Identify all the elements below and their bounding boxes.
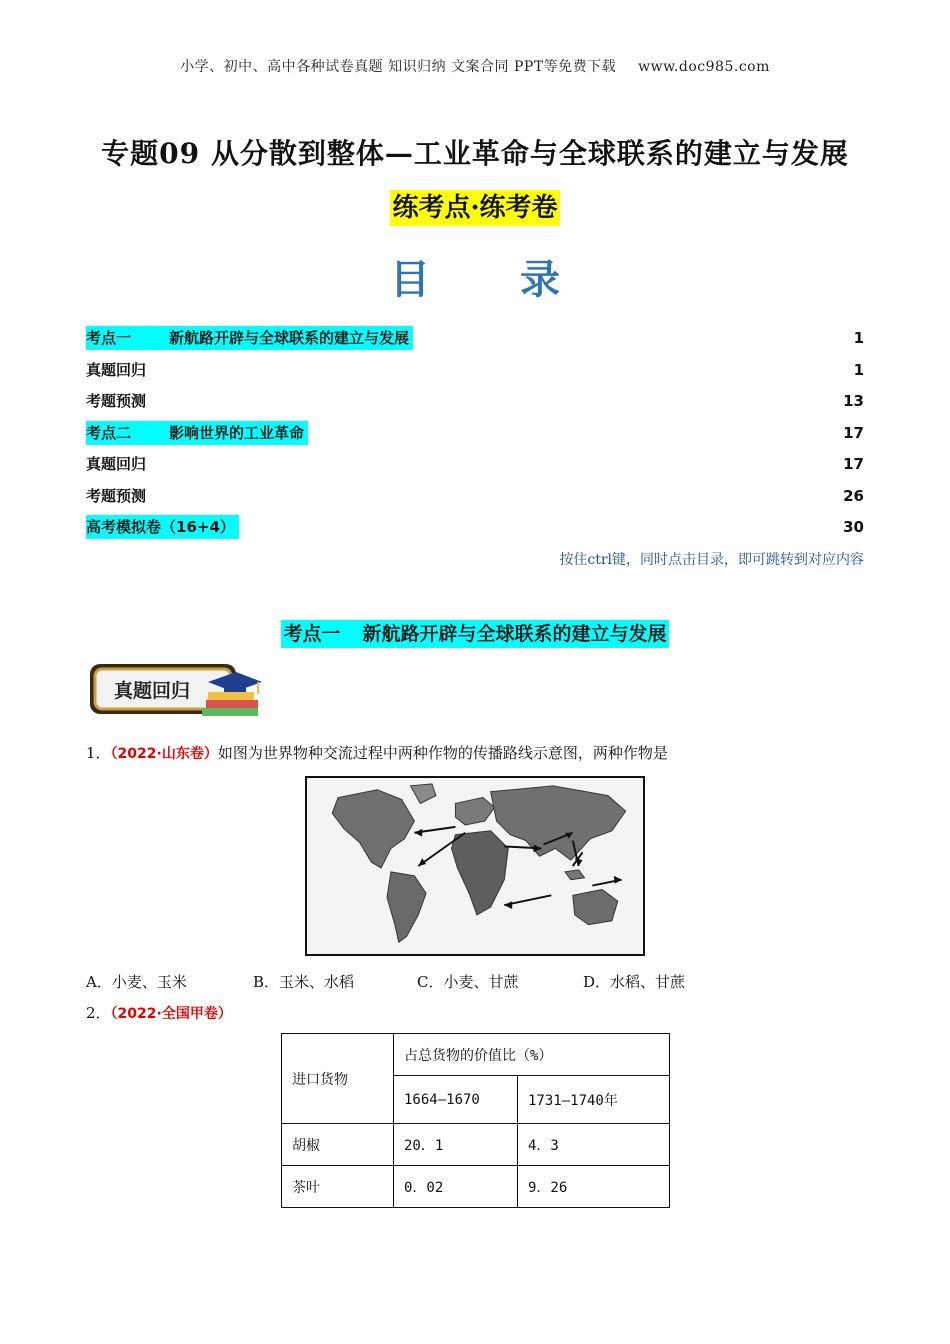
toc-entry-page: 17 (843, 455, 864, 473)
section-heading: 考点一 新航路开辟与全球联系的建立与发展 (281, 620, 668, 648)
import-goods-table (281, 1033, 670, 1208)
table-group-header: 占总货物的价值比（%） (394, 1034, 670, 1076)
toc-entry-label: 考点一 新航路开辟与全球联系的建立与发展 (86, 326, 413, 350)
toc-entry-yuce-1[interactable] (86, 389, 864, 421)
table-row (282, 1166, 670, 1208)
toc-entry-label: 考题预测 (86, 486, 147, 505)
option-c[interactable]: C．小麦、甘蔗 (417, 973, 519, 991)
table-of-contents (86, 326, 864, 547)
toc-entry-zhenti-1[interactable] (86, 358, 864, 390)
table-cell: 9．26 (518, 1166, 670, 1208)
toc-entry-page: 26 (843, 486, 864, 505)
toc-entry-page: 17 (843, 423, 864, 442)
toc-entry-label: 考点二 影响世界的工业革命 (86, 421, 308, 445)
table-period-1: 1664—1670 (394, 1076, 518, 1124)
table-cell: 茶叶 (282, 1166, 394, 1208)
toc-entry-kaodian-2[interactable] (86, 421, 864, 453)
toc-heading: 目 录 (390, 256, 598, 303)
toc-entry-page: 13 (843, 392, 864, 410)
site-banner (0, 56, 950, 76)
table-cell: 胡椒 (282, 1124, 394, 1166)
badge-label: 真题回归 (113, 680, 191, 702)
table-period-2: 1731—1740年 (518, 1076, 670, 1124)
toc-entry-label: 真题回归 (86, 455, 147, 473)
toc-entry-kaodian-1[interactable] (86, 326, 864, 358)
option-a[interactable]: A．小麦、玉米 (86, 973, 187, 991)
banner-text: 小学、初中、高中各种试卷真题 知识归纳 文案合同 PPT等免费下载 (180, 59, 617, 75)
toc-entry-zhenti-2[interactable] (86, 452, 864, 484)
toc-hint: 按住ctrl键，同时点击目录，即可跳转到对应内容 (559, 552, 864, 568)
question-source: （2022·山东卷） (110, 746, 218, 762)
zhenti-badge-icon (88, 660, 263, 722)
table-cell: 4．3 (518, 1124, 670, 1166)
banner-url[interactable]: www.doc985.com (638, 59, 770, 75)
table-row (282, 1124, 670, 1166)
toc-entry-label: 高考模拟卷（16+4） (86, 515, 239, 539)
question-1: 1．（2022·山东卷）如图为世界物种交流过程中两种作物的传播路线示意图，两种作物是 (86, 744, 668, 762)
toc-entry-yuce-2[interactable] (86, 484, 864, 516)
toc-entry-page: 30 (843, 518, 864, 536)
toc-entry-label: 考题预测 (86, 392, 147, 410)
question-2: 2．（2022·全国甲卷） (86, 1004, 232, 1022)
document-subtitle: 练考点·练考卷 (390, 190, 559, 226)
question-source: （2022·全国甲卷） (110, 1006, 232, 1022)
toc-entry-page: 1 (853, 360, 864, 379)
toc-entry-label: 真题回归 (86, 360, 147, 379)
table-col-header: 进口货物 (282, 1034, 394, 1124)
option-b[interactable]: B．玉米、水稻 (253, 973, 355, 991)
option-d[interactable]: D．水稻、甘蔗 (583, 973, 686, 991)
world-map-image (305, 776, 645, 956)
document-title: 专题09 从分散到整体—工业革命与全球联系的建立与发展 (101, 137, 849, 170)
table-cell: 0．02 (394, 1166, 518, 1208)
toc-entry-page: 1 (853, 329, 864, 347)
table-cell: 20．1 (394, 1124, 518, 1166)
toc-entry-mock-exam[interactable] (86, 515, 864, 547)
